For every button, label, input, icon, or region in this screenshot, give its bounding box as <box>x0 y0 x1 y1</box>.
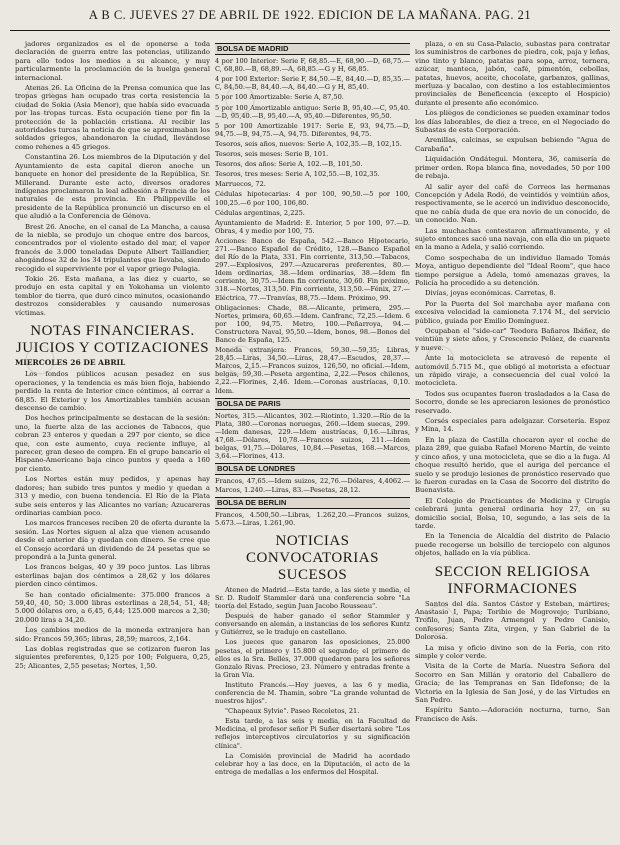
article-paragraph: Por la Puerta del Sol marchaba ayer mañana con excesiva velocidad la camioneta 7.174 M., del servicio público, guiada por Emilio Domínguez. <box>415 299 610 325</box>
quote-row: 5 por 100 Amortizable 1917: Serie E, 93, 94,75.—D, 94,75.—B, 94,75.—A, 94,75. Diferentes, 94,75. <box>215 121 410 138</box>
quote-row: Tesoros, tres meses: Serie A, 102,55.—B, 102,35. <box>215 170 380 179</box>
article-paragraph: Esta tarde, a las seis y media, en la Facultad de Medicina, el profesor señor Pi Suñer disertará sobre "Los reflejos interceptivos circulatorios y su significación clínica". <box>215 717 410 750</box>
article-paragraph: Los pliegos de condiciones se pueden examinar todos los días laborables, de diez a trece, en el Negociado de Subastas de esta Corporación. <box>415 109 610 135</box>
bolsa-berlin-title: BOLSA DE BERLIN <box>215 497 410 509</box>
quote-row: Cédulas argentinas, 2,225. <box>215 208 305 217</box>
bolsa-paris-title: BOLSA DE PARIS <box>215 398 410 410</box>
quote-row: Tesoros, seis meses: Serie B, 101. <box>215 150 329 159</box>
article-paragraph: La misa y oficio divino son de la Feria, con rito simple y color verde. <box>415 643 610 660</box>
article-paragraph: Los francos belgas, 40 y 39 poco juntos. Las libras esterlinas bajan dos céntimos a 28,62 y los dólares pierden cinco céntimos. <box>15 563 210 589</box>
financial-notes-heading: NOTAS FINANCIERAS. JUICIOS Y COTIZACIONES <box>15 323 210 356</box>
article-paragraph: jadores organizados es el de oponerse a toda declaración de guerra entre las potencias, utilizando para ello todos los medios a su alcance, y muy particularmente la proclamación de la huelga general internacional. <box>15 40 210 82</box>
quote-row: Nortes, 315.—Alicantes, 302.—Riotinto, 1.320.—Río de la Plata, 380.—Coronas noruegas, 260.—Idem suecas, 299.—Idem danesas, 229.—Idem austríacas, 0,16.—Libras, 47,68.—Dólares, 10,78.—Francos suizos, 211.—Idem belgas, 91,75.—Dólares, 10,84.—Pesetas, 168.—Marcos, 3,64.—Florines, 413. <box>215 411 410 461</box>
article-paragraph: Después de haber ganado el señor Stammler y conversando en alemán, a instancias de los señores Kuntz y Gutiérrez, se le tradujo en castellano. <box>215 612 410 637</box>
quote-row: Obligaciones: Chade, 88.—Alicante, primera, 295.—Nortes, primera, 60,65.—Idem. Canfranc, 72,25.—Idem. 6 por 100, 94,75. Metro, 100.—Peñarroya, 94.—Constructora Naval, 95,50.—Idem, bonos, 98.—Bonos del Banco de España, 125. <box>215 303 410 344</box>
article-paragraph: Constantina 26. Los miembros de la Diputación y del Ayuntamiento de esta capital dieron anoche un banquete en honor del presidente de la República, Sr. Millerand. Durante este acto, diversos oradores indígenas proclamaron la leal adhesión a Francia de los naturales de esta provincia. En Philippeville el presidente de la República pronunció un discurso en el que aludió a la Conferencia de Génova. <box>15 153 210 221</box>
article-paragraph: Instituto Francés.—Hoy jueves, a las 6 y media, conferencia de M. Thamin, sobre "La grande voluntad de nuestros hijos". <box>215 680 410 706</box>
quote-row: 4 por 100 Exterior: Serie F, 84,50.—E, 84,40.—D, 85,35.—C, 84,50.—B, 84,40.—A, 84,40.—G y H, 85,40. <box>215 75 410 92</box>
quote-row: Cédulas hipotecarias: 4 por 100, 90,50.—5 por 100, 100,25.—6 por 100, 106,80. <box>215 190 410 207</box>
column-1 <box>15 40 210 840</box>
noticias-heading: NOTICIAS CONVOCATORIAS SUCESOS <box>246 532 379 583</box>
article-paragraph: Visita de la Corte de María. Nuestra Señora del Socorro en San Millán y oratorio del Caballero de Gracia; de las Tempranas en San Ildefonso; de la Victoria en la Iglesia de San José, y de las Virtudes en San Pedro. <box>415 662 610 705</box>
article-paragraph: Las muchachas contestaron afirmativamente, y el sujeto entonces sacó una navaja, con ella dio un piquete en la mano a Adela, y salió corriendo. <box>415 226 610 252</box>
bolsa-londres-title: BOLSA DE LONDRES <box>215 463 410 475</box>
article-paragraph: Santos del día. Santos Cástor y Esteban, mártires; Anastasio I, Papa; Toribio de Mogrovejo; Turibiano, Trofilo, Juan, Pedro Armengol y Pedro Canisio, confesores; Santa Zita, virgen, y San Gabriel de la Dolorosa. <box>415 599 610 642</box>
article-paragraph: Como sospechaba de un individuo llamado Tomás Moya, antiguo dependiente del "Ideal Room", que hace tiempo persigue a Adela, tomó amenazas graves, la Policía ha procedido a su detención. <box>415 253 610 287</box>
bolsa-madrid-title: BOLSA DE MADRID <box>215 43 410 55</box>
article-paragraph: Los cambios medios de la moneda extranjera han sido: Francos 59,365; libras, 28,59; marcos, 2,164. <box>15 626 210 643</box>
quote-row: 4 por 100 Interior: Serie F, 68,85.—E, 68,90.—D, 68,75.—C, 68,80.—B, 68,89.—A, 68,85.—G y H, 68,85. <box>215 57 410 74</box>
quote-row: Moneda extranjera: Francos, 59,30.—59,35; Libras, 28,45.—Liras, 34,50.—Liras, 28,47.—Escudos, 28,37.—Marcos, 2,15.—Francos suizos, 126,50, no oficial.—Idem, belgas, 59,30.—Peseta argentina, 2,22.—Pesos chilenos, 2,22.—Florines, 2,46. Idem.—Coronas austríacas, 0,10. Idem. <box>215 346 410 395</box>
article-paragraph: El Colegio de Practicantes de Medicina y Cirugía celebrará junta general ordinaria hoy 27, en su domicilio social, Bolsa, 10, segundo, a las seis de la tarde. <box>415 496 610 530</box>
quote-row: Ayuntamiento de Madrid: E. Interior, 5 por 100, 97.—D. Obras, 4 y medio por 100, 75. <box>215 218 410 235</box>
article-paragraph: Atenas 26. La Oficina de la Prensa comunica que las tropas griegas han ocupado tras corta resistencia la ciudad de Sokia (Asia Menor), que había sido evacuada por las tropas turcas. Esta ocupación tiene por fin la protección de la población cristiana. Al recibir las autoridades turcas la noticia de que se aproximaban los soldados griegos, abandonaron la ciudad, llevándose como rehenes a 45 griegos. <box>15 84 210 151</box>
article-paragraph: Brest 26. Anoche, en el canal de La Mancha, a causa de la niebla, se produjo un choque entre dos barcos, concentrados por el violento estado del mar, el vapor francés de 3.000 toneladas Depute Albert Taillandier, ahogándose 32 de los 34 tripulantes que llevaba, siendo recogido el superviviente por el vapor griego Pelagia. <box>15 222 210 273</box>
article-paragraph: En la Tenencia de Alcaldía del distrito de Palacio puede recogerse un bolsillo de terciopelo con algunos objetos, hallado en la vía pública. <box>415 532 610 558</box>
article-paragraph: Los fondos públicos acusan pesadez en sus operaciones, y la tendencia es más bien floja, habiendo perdido la renta de Interior cinco céntimos, al cerrar a 68,85. El Exterior y los Amortizables también acusan descenso de cambio. <box>15 370 210 413</box>
quote-row: Marruecos, 72. <box>215 180 266 189</box>
quote-row: Francos, 4.500,50.—Libras, 1.262,20.—Francos suizos, 5.673.—Liras, 1.261,90. <box>215 510 410 527</box>
article-paragraph: Dos hechos principalmente se destacan de la sesión: uno, la fuerte alza de las acciones de Tabacos, que cobran 23 enteros y quedan a 297 por ciento, se dice que, con este aumento, cuya reciente influye, al parecer, gran deseo de compra. En el grupo bancario el Hispano-Americano baja cinco puntos y queda a 160 por ciento. <box>15 414 210 473</box>
quote-row: Tesoros, dos años: Serie A, 102.—B, 101,50. <box>215 160 363 169</box>
article-paragraph: Los Nortes están muy pedidos, y apenas hay dadores; han subido tres puntos y medio y quedan a 313 y medio, con buena tendencia. El Río de la Plata sube seis enteros y las Alicantes no varían; Azucareras ordinarias cambian poco. <box>15 475 210 517</box>
advert-line: Divías, joyas económicas. Carretas, 8. <box>425 289 556 298</box>
financial-date: MIERCOLES 26 DE ABRIL <box>15 358 126 367</box>
article-paragraph: "Chapeaux Sylvie". Paseo Recoletos, 21. <box>225 707 360 716</box>
article-paragraph: La Comisión provincial de Madrid ha acordado celebrar hoy a las doce, en la Diputación, el acto de la entrega de medallas a los enfermos del Hospital. <box>215 751 410 776</box>
article-paragraph: Al salir ayer del café de Correos las hermanas Concepción y Adela Rodó, de veintidós y veintiún años, respectivamente, se le acercó un individuo desconocido, que no cabía duda de que era novio de un conocido, de un conocido. Nan. <box>415 182 610 225</box>
column-2 <box>215 40 410 840</box>
page-header: A B C. JUEVES 27 DE ABRIL DE 1922. EDICION DE LA MAÑANA. PAG. 21 <box>88 8 532 22</box>
article-paragraph: Los marcos franceses reciben 20 de oferta durante la sesión. Las Nortes siguen al alza que vienen acusando desde el anterior día y quedan con dinero. Se cree que el Consejo acordará un dividendo de 24 pesetas que se propondrá a la Junta general. <box>15 519 210 561</box>
quote-row: 5 por 100 Amortizable: Serie A, 87,50. <box>215 93 344 102</box>
article-paragraph: Espíritu Santo.—Adoración nocturna, turno, San Francisco de Asís. <box>415 706 610 723</box>
advert-line: Corsés especiales para adelgazar. Corsetería. Espoz y Mina, 14. <box>415 417 610 434</box>
article-paragraph: Ocupaban el "side-car" Teodora Bañaros Ibáñez, de veintiún y siete años, y Crescencio Peláez, de cuarenta y nueve. <box>415 327 610 352</box>
column-3 <box>415 40 610 840</box>
article-paragraph: Se han contado oficialmente: 375.000 francos a 59,40, 40, 50; 3.000 libras esterlinas a 28,54, 51, 48; 5.000 dólares oro, a 6,45, 6,44; 125.000 marcos a 2,30; 20.000 liras a 34,20. <box>15 590 210 624</box>
article-paragraph: Las doblas registradas que se cotizaron fueron las siguientes preferentes, 0,125 por 100; Felguera, 0,25, 25; Alicantes, 2,55 pesetas; Nortes, 1,50. <box>15 645 210 670</box>
article-paragraph: Tokio 26. Esta mañana, a las diez y cuarto, se produjo en esta capital y en Yokohama un violento temblor de tierra, que duró cinco minutos, ocasionando destrozos considerables y causando numerosas víctimas. <box>15 274 210 317</box>
article-paragraph: Los jueces que ganaron las oposiciones, 25.000 pesetas, el primero y 15.800 el segundo; el primero de ellos es la Sra. Bellés, 37.000 quedaron para los señores Gonzalo Rivas. Precioso, 23. Número y entradas frente a la Gran Vía. <box>215 638 410 679</box>
advert-line: Arenillas, calcinas, se expulsan bebiendo "Agua de Carabaña". <box>415 136 610 153</box>
quote-row: 5 por 100 Amortizable antiguo: Serie B, 95,40.—C, 95,40.—D, 95,40.—B, 95,40.—A, 95,40.—Diferentes, 95,50. <box>215 103 410 120</box>
article-paragraph: En la plaza de Castilla chocaron ayer el coche de plaza 289, que guiaba Rafael Moreno Martín, de veinte y cinco años, y una motocicleta, que se dio a la fuga. Al choque resultó herido, que el auriga del percance el suelo y se produjo lesiones de pronóstico reservado que le fueron curadas en la Casa de Socorro del distrito de Buenavista. <box>415 435 610 495</box>
quote-row: Tesoros, seis años, nuevos: Serie A, 102,35.—B, 102,15. <box>215 139 402 148</box>
article-paragraph: Ante la motocicleta se atravesó de repente el automóvil 5.715 M., que obligó al motorista a efectuar un rápido viraje, a consecuencia del cual volcó la motocicleta. <box>415 354 610 388</box>
seccion-religiosa-heading: SECCION RELIGIOSA INFORMACIONES <box>434 563 591 597</box>
article-paragraph: Ateneo de Madrid.—Esta tarde, a las siete y media, el Sr. D. Rudolf Stammler dará una conferencia sobre "La teoría del Estado, según Juan Jacobo Rousseau". <box>215 585 410 611</box>
quote-row: Francos, 47,65.—Idem suizos, 22,76.—Dólares, 4,4062.—Marcos, 1.240.—Liras, 83.—Pesetas, 28,12. <box>215 477 410 494</box>
article-paragraph: Todos sus ocupantes fueron trasladados a la Casa de Socorro, donde se les apreciaron lesiones de pronóstico reservado. <box>415 389 610 415</box>
header-rule <box>10 30 610 31</box>
article-paragraph: plaza, o en su Casa-Palacio, subastas para contratar los suministros de carbones de piedra, cok, paja y leñas, vino tinto y blanco, patatas para sopa, arroz, ternera, azúcar, manteca, jabón, café, pimentón, cebollas, patatas, huevos, aceite, chocolate, garbanzos, gallinas, merluza y bacalao, con destino a los establecimientos provinciales de Beneficencia (excepto el Hospicio) durante el presente año económico. <box>415 40 610 107</box>
advert-line: Liquidación Ondátegui. Montera, 36, camisería de primer orden. Ropa blanca fina, novedades, 50 por 100 de rebaja. <box>415 155 610 181</box>
quote-row: Acciones: Banco de España, 542.—Banco Hipotecario, 271.—Banco Español de Crédito, 128.—Banco Español del Río de la Plata, 331. Fin corriente, 313,50.—Tabacos, 297.—Explosivos, 297.—Azucareras preferentes, 80.—Idem ordinarias, 38.—Idem ordinarias, 38.—Idem fin corriente, 30,75.—Idem fin corriente, 30,60. Fin próximo, 318.—Nortes, 313,50. Fin corriente, 313,50.—Fénix, 27.—Eléctrica, 77.—Tranvías, 88,75.—Idem. Próximo, 99. <box>215 236 410 302</box>
